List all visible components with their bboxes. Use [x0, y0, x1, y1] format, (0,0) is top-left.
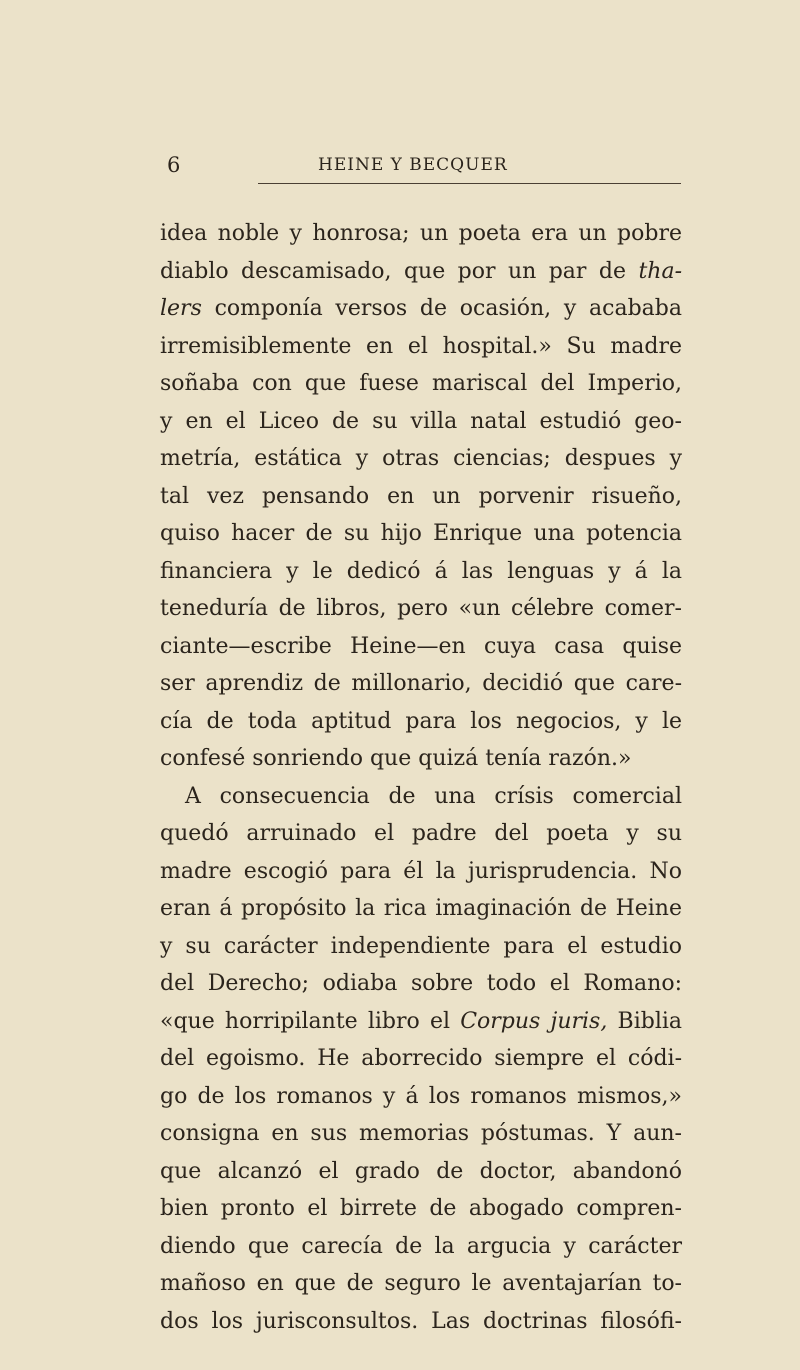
- text-line: y en el Liceo de su villa natal estudió geo-: [160, 408, 682, 434]
- text-line: teneduría de libros, pero «un célebre comer-: [160, 596, 682, 621]
- text-line: A consecuencia de una crísis comercial: [185, 783, 682, 809]
- italic-word: Corpus juris,: [460, 1008, 608, 1034]
- text-word: Biblia: [617, 1008, 683, 1034]
- running-title: HEINE Y BECQUER: [318, 155, 508, 175]
- text-line: soñaba con que fuese mariscal del Imperio,: [160, 371, 682, 396]
- text-line: madre escogió para él la jurisprudencia. No: [160, 858, 682, 884]
- text-line: «que horripilante libro el Corpus juris, Biblia: [160, 1008, 683, 1034]
- text-line: diablo descamisado, que por un par de tha-: [160, 258, 682, 284]
- text-line: ciante—escribe Heine—en cuya casa quise: [160, 633, 682, 659]
- header-rule: [258, 183, 681, 184]
- italic-word: tha-: [638, 258, 682, 284]
- text-line: irremisiblemente en el hospital.» Su madre: [160, 333, 682, 359]
- text-line: diendo que carecía de la argucia y carácter: [160, 1233, 682, 1259]
- text-line: confesé sonriendo que quizá tenía razón.»: [160, 746, 632, 771]
- text-line: bien pronto el birrete de abogado compren-: [160, 1196, 682, 1221]
- text-line: quedó arruinado el padre del poeta y su: [160, 821, 682, 846]
- page-number: 6: [167, 153, 181, 177]
- text-line: metría, estática y otras ciencias; despues y: [160, 446, 682, 471]
- text-line: cía de toda aptitud para los negocios, y le: [160, 708, 682, 734]
- text-line: mañoso en que de seguro le aventajarían to-: [160, 1271, 682, 1296]
- text-line: del egoismo. He aborrecido siempre el códi-: [160, 1046, 682, 1071]
- text-line: lers componía versos de ocasión, y acababa: [160, 296, 683, 321]
- text-line: dos los jurisconsultos. Las doctrinas filosófi-: [160, 1308, 682, 1334]
- text-line: que alcanzó el grado de doctor, abandonó: [160, 1158, 682, 1184]
- text-line: consigna en sus memorias póstumas. Y aun-: [160, 1121, 682, 1146]
- text-line: del Derecho; odiaba sobre todo el Romano:: [160, 971, 682, 996]
- text-line: idea noble y honrosa; un poeta era un pobre: [160, 221, 682, 246]
- body-text: [160, 215, 682, 1340]
- text-line: ser aprendiz de millonario, decidió que care-: [160, 671, 682, 696]
- text-line: y su carácter independiente para el estudio: [160, 933, 682, 959]
- text-line: financiera y le dedicó á las lenguas y á la: [160, 558, 682, 584]
- page-header: [160, 153, 682, 181]
- text-line: quiso hacer de su hijo Enrique una potencia: [160, 521, 682, 546]
- text-line: tal vez pensando en un porvenir risueño,: [160, 483, 682, 509]
- text-line: eran á propósito la rica imaginación de Heine: [160, 896, 682, 921]
- italic-word: lers: [160, 296, 202, 321]
- text-line: go de los romanos y á los romanos mismos,»: [160, 1083, 682, 1109]
